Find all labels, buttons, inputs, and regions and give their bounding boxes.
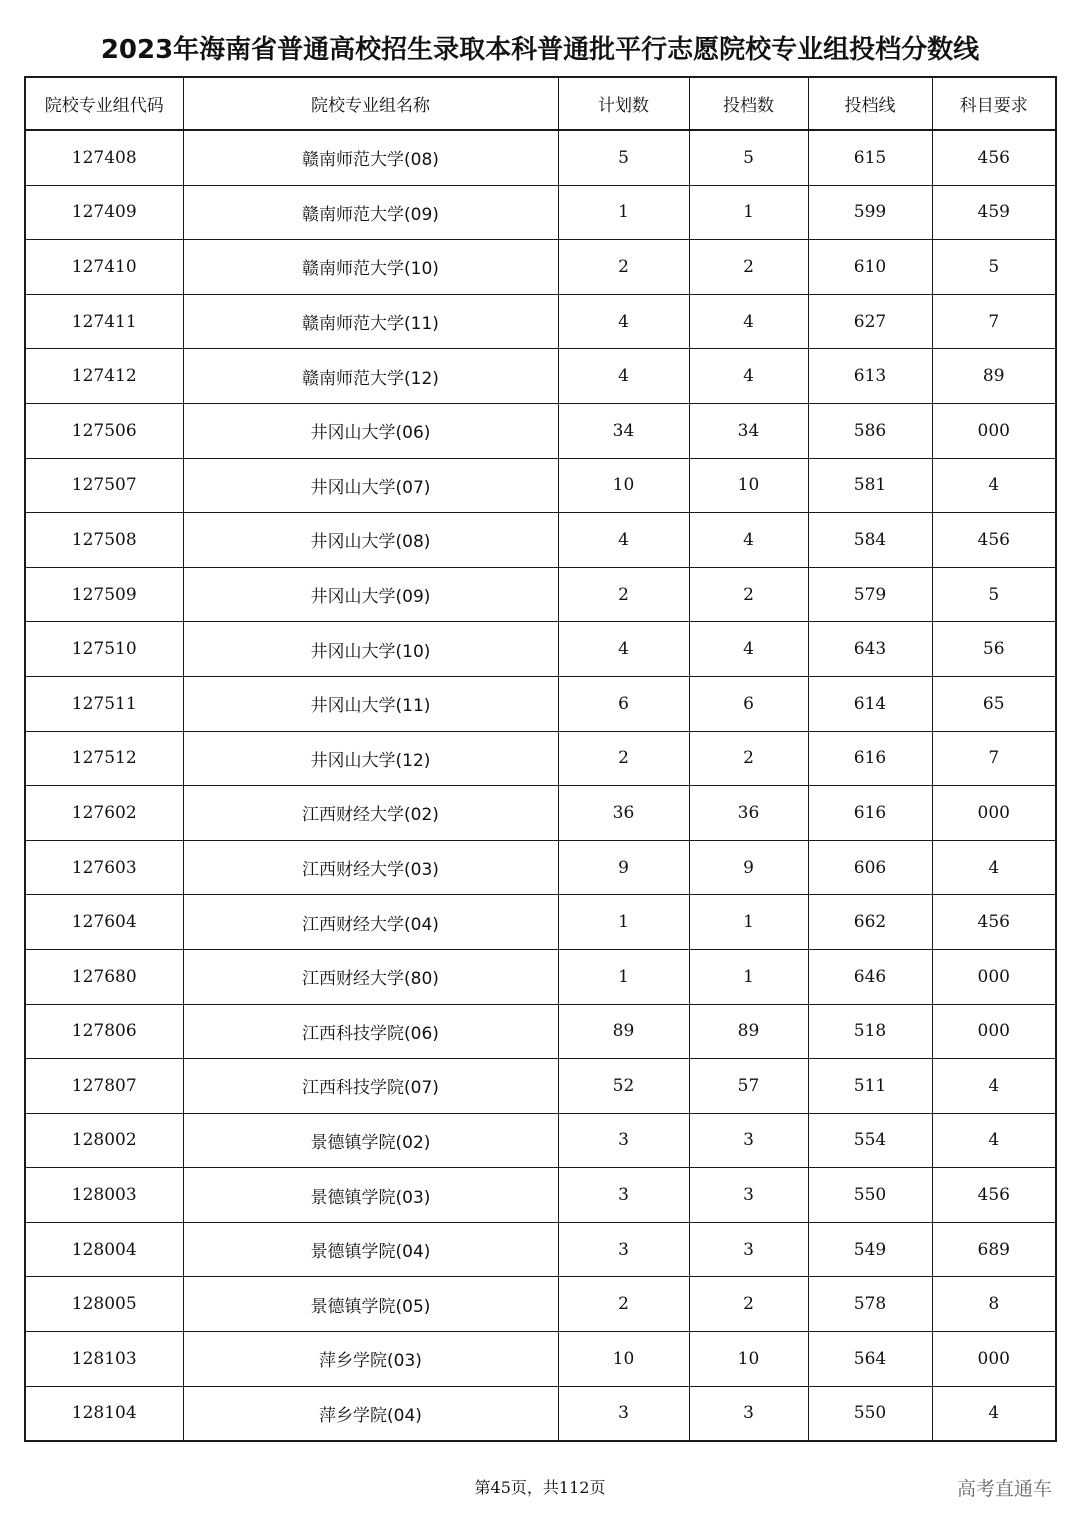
cell-cutoff: 610: [808, 240, 932, 295]
cell-name: 景德镇学院(04): [183, 1222, 558, 1277]
cell-admitted: 2: [689, 1277, 808, 1332]
table-row: [25, 731, 1056, 786]
cell-code: 128002: [25, 1113, 183, 1168]
cell-name: 井冈山大学(11): [183, 676, 558, 731]
table-row: [25, 895, 1056, 950]
cell-cutoff: 549: [808, 1222, 932, 1277]
cell-plan: 9: [558, 840, 689, 895]
cell-cutoff: 613: [808, 349, 932, 404]
table-body: [25, 130, 1056, 1441]
cell-subjects: 456: [932, 130, 1056, 185]
cell-plan: 10: [558, 458, 689, 513]
table-row: [25, 130, 1056, 185]
cell-admitted: 3: [689, 1222, 808, 1277]
cell-cutoff: 511: [808, 1059, 932, 1114]
table-row: [25, 567, 1056, 622]
cell-admitted: 4: [689, 513, 808, 568]
cell-name: 景德镇学院(02): [183, 1113, 558, 1168]
cell-subjects: 456: [932, 513, 1056, 568]
table-row: [25, 1004, 1056, 1059]
table-row: [25, 786, 1056, 841]
cell-code: 127511: [25, 676, 183, 731]
cell-name: 井冈山大学(12): [183, 731, 558, 786]
cell-name: 江西财经大学(80): [183, 949, 558, 1004]
watermark: 高考直通车: [956, 1478, 1052, 1500]
cell-name: 江西财经大学(04): [183, 895, 558, 950]
cell-subjects: 4: [932, 1386, 1056, 1441]
cell-code: 127680: [25, 949, 183, 1004]
cell-subjects: 4: [932, 1059, 1056, 1114]
cell-admitted: 4: [689, 349, 808, 404]
cell-admitted: 4: [689, 294, 808, 349]
cell-plan: 3: [558, 1113, 689, 1168]
cell-name: 井冈山大学(08): [183, 513, 558, 568]
cell-name: 萍乡学院(04): [183, 1386, 558, 1441]
cell-subjects: 8: [932, 1277, 1056, 1332]
cell-subjects: 000: [932, 1332, 1056, 1387]
cell-code: 128004: [25, 1222, 183, 1277]
cell-cutoff: 564: [808, 1332, 932, 1387]
cell-cutoff: 586: [808, 403, 932, 458]
cell-name: 江西科技学院(07): [183, 1059, 558, 1114]
cell-subjects: 7: [932, 294, 1056, 349]
cell-cutoff: 550: [808, 1168, 932, 1223]
cell-code: 128104: [25, 1386, 183, 1441]
cell-name: 井冈山大学(07): [183, 458, 558, 513]
cell-plan: 2: [558, 567, 689, 622]
cell-code: 127508: [25, 513, 183, 568]
cell-admitted: 3: [689, 1386, 808, 1441]
cell-subjects: 5: [932, 240, 1056, 295]
cell-code: 128103: [25, 1332, 183, 1387]
cell-plan: 2: [558, 240, 689, 295]
cell-name: 萍乡学院(03): [183, 1332, 558, 1387]
cell-subjects: 456: [932, 1168, 1056, 1223]
table-row: [25, 1168, 1056, 1223]
cell-code: 127512: [25, 731, 183, 786]
cell-subjects: 65: [932, 676, 1056, 731]
cell-code: 127807: [25, 1059, 183, 1114]
cell-code: 127603: [25, 840, 183, 895]
cell-cutoff: 616: [808, 786, 932, 841]
cell-admitted: 6: [689, 676, 808, 731]
cell-cutoff: 578: [808, 1277, 932, 1332]
cell-name: 井冈山大学(09): [183, 567, 558, 622]
cell-code: 127409: [25, 185, 183, 240]
header-plan: 计划数: [558, 77, 689, 130]
cell-subjects: 7: [932, 731, 1056, 786]
table-row: [25, 240, 1056, 295]
cell-code: 127411: [25, 294, 183, 349]
cell-subjects: 689: [932, 1222, 1056, 1277]
cell-code: 127602: [25, 786, 183, 841]
cell-subjects: 56: [932, 622, 1056, 677]
cell-code: 127806: [25, 1004, 183, 1059]
cell-cutoff: 606: [808, 840, 932, 895]
cell-cutoff: 646: [808, 949, 932, 1004]
header-code: 院校专业组代码: [25, 77, 183, 130]
cell-admitted: 2: [689, 731, 808, 786]
page-footer: 第45页，共112页: [474, 1478, 606, 1497]
cell-cutoff: 616: [808, 731, 932, 786]
cell-name: 井冈山大学(10): [183, 622, 558, 677]
cell-subjects: 4: [932, 458, 1056, 513]
cell-cutoff: 550: [808, 1386, 932, 1441]
cell-admitted: 4: [689, 622, 808, 677]
table-row: [25, 840, 1056, 895]
cell-code: 128003: [25, 1168, 183, 1223]
table-row: [25, 458, 1056, 513]
cell-name: 景德镇学院(05): [183, 1277, 558, 1332]
cell-subjects: 456: [932, 895, 1056, 950]
header-name: 院校专业组名称: [183, 77, 558, 130]
cell-admitted: 2: [689, 567, 808, 622]
cell-code: 127506: [25, 403, 183, 458]
cell-cutoff: 662: [808, 895, 932, 950]
table-row: [25, 1059, 1056, 1114]
cell-cutoff: 615: [808, 130, 932, 185]
cell-name: 江西科技学院(06): [183, 1004, 558, 1059]
cell-plan: 2: [558, 1277, 689, 1332]
cell-name: 赣南师范大学(12): [183, 349, 558, 404]
cell-plan: 3: [558, 1168, 689, 1223]
table-row: [25, 1113, 1056, 1168]
table-row: [25, 676, 1056, 731]
cell-code: 127410: [25, 240, 183, 295]
header-cutoff: 投档线: [808, 77, 932, 130]
cell-admitted: 36: [689, 786, 808, 841]
cell-cutoff: 584: [808, 513, 932, 568]
header-row: [25, 77, 1056, 130]
table-row: [25, 1277, 1056, 1332]
cell-code: 127509: [25, 567, 183, 622]
table-row: [25, 1222, 1056, 1277]
cell-cutoff: 614: [808, 676, 932, 731]
cell-plan: 5: [558, 130, 689, 185]
cell-plan: 36: [558, 786, 689, 841]
cell-name: 赣南师范大学(10): [183, 240, 558, 295]
cell-plan: 52: [558, 1059, 689, 1114]
table-row: [25, 185, 1056, 240]
cell-plan: 4: [558, 349, 689, 404]
cell-plan: 10: [558, 1332, 689, 1387]
cell-subjects: 000: [932, 1004, 1056, 1059]
cell-name: 赣南师范大学(08): [183, 130, 558, 185]
table-row: [25, 1386, 1056, 1441]
cell-code: 127412: [25, 349, 183, 404]
cell-admitted: 5: [689, 130, 808, 185]
cell-admitted: 57: [689, 1059, 808, 1114]
cell-name: 赣南师范大学(09): [183, 185, 558, 240]
cell-plan: 1: [558, 949, 689, 1004]
table-row: [25, 294, 1056, 349]
cell-name: 井冈山大学(06): [183, 403, 558, 458]
header-subjects: 科目要求: [932, 77, 1056, 130]
cell-plan: 4: [558, 513, 689, 568]
cell-code: 128005: [25, 1277, 183, 1332]
cell-admitted: 10: [689, 1332, 808, 1387]
table-row: [25, 513, 1056, 568]
cell-plan: 4: [558, 294, 689, 349]
cell-admitted: 1: [689, 185, 808, 240]
cell-plan: 34: [558, 403, 689, 458]
cell-subjects: 000: [932, 949, 1056, 1004]
cell-plan: 1: [558, 895, 689, 950]
cell-admitted: 1: [689, 949, 808, 1004]
cell-plan: 1: [558, 185, 689, 240]
cell-admitted: 10: [689, 458, 808, 513]
header-admitted: 投档数: [689, 77, 808, 130]
table-row: [25, 403, 1056, 458]
cell-cutoff: 627: [808, 294, 932, 349]
table-row: [25, 622, 1056, 677]
table-header: [25, 77, 1056, 130]
cell-code: 127507: [25, 458, 183, 513]
cell-admitted: 9: [689, 840, 808, 895]
cell-subjects: 459: [932, 185, 1056, 240]
cell-plan: 89: [558, 1004, 689, 1059]
cell-admitted: 34: [689, 403, 808, 458]
cell-subjects: 5: [932, 567, 1056, 622]
cell-cutoff: 554: [808, 1113, 932, 1168]
cell-admitted: 1: [689, 895, 808, 950]
cell-admitted: 89: [689, 1004, 808, 1059]
cell-name: 江西财经大学(03): [183, 840, 558, 895]
cell-plan: 3: [558, 1386, 689, 1441]
table-row: [25, 349, 1056, 404]
table-row: [25, 1332, 1056, 1387]
table-row: [25, 949, 1056, 1004]
cell-name: 江西财经大学(02): [183, 786, 558, 841]
cell-plan: 3: [558, 1222, 689, 1277]
page-title: 2023年海南省普通高校招生录取本科普通批平行志愿院校专业组投档分数线: [100, 35, 980, 65]
cell-code: 127510: [25, 622, 183, 677]
cell-plan: 4: [558, 622, 689, 677]
cell-subjects: 000: [932, 786, 1056, 841]
cell-admitted: 3: [689, 1113, 808, 1168]
cell-cutoff: 581: [808, 458, 932, 513]
score-table: [24, 76, 1057, 1442]
cell-subjects: 000: [932, 403, 1056, 458]
cell-cutoff: 599: [808, 185, 932, 240]
cell-admitted: 2: [689, 240, 808, 295]
cell-name: 景德镇学院(03): [183, 1168, 558, 1223]
cell-subjects: 4: [932, 1113, 1056, 1168]
cell-subjects: 89: [932, 349, 1056, 404]
cell-cutoff: 518: [808, 1004, 932, 1059]
cell-plan: 2: [558, 731, 689, 786]
cell-code: 127604: [25, 895, 183, 950]
cell-plan: 6: [558, 676, 689, 731]
cell-subjects: 4: [932, 840, 1056, 895]
cell-name: 赣南师范大学(11): [183, 294, 558, 349]
cell-admitted: 3: [689, 1168, 808, 1223]
cell-code: 127408: [25, 130, 183, 185]
cell-cutoff: 643: [808, 622, 932, 677]
cell-cutoff: 579: [808, 567, 932, 622]
